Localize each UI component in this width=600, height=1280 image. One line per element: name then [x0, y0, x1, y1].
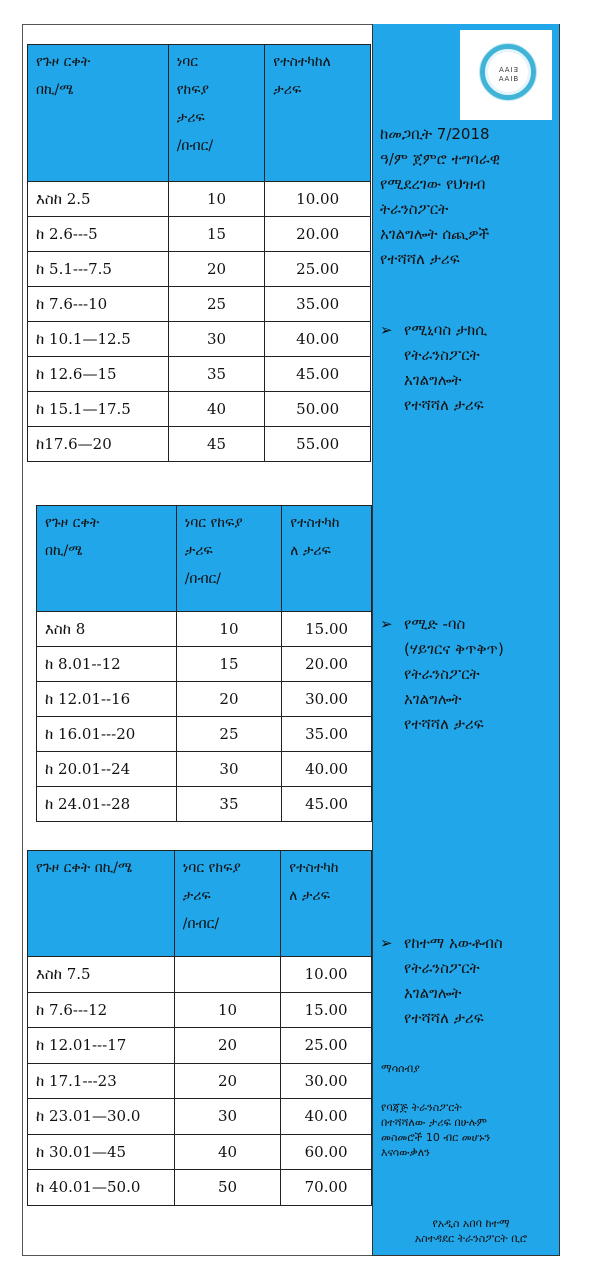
cell-old-fare: 50: [174, 1170, 281, 1206]
note-text: [381, 1100, 559, 1160]
cell-old-fare: 10: [168, 182, 265, 217]
text-line: የተሻሻለ ታሪፍ: [404, 1009, 484, 1027]
text-line: አስተዳደር ትራንስፖርት ቢሮ: [414, 1232, 528, 1245]
logo-text: ꓮꓮꓲꓱ ꓮꓮꓲꓐ: [498, 66, 520, 83]
text-line: የአዲስ አበባ ከተማ: [432, 1217, 510, 1230]
cell-old-fare: 30: [168, 322, 265, 357]
cell-old-fare: 45: [168, 427, 265, 462]
cell-new-fare: 50.00: [265, 392, 371, 427]
citybus-section-label: [380, 931, 556, 1031]
table-row: [28, 1134, 372, 1170]
header-old-fare: ነባር የከፍያ ታሪፍ /በብር/: [168, 45, 265, 182]
cell-new-fare: 45.00: [265, 357, 371, 392]
cell-distance: ከ 7.6---10: [28, 287, 169, 322]
cell-new-fare: 45.00: [282, 787, 372, 822]
cell-new-fare: 70.00: [281, 1170, 372, 1206]
text-line: የባጃጅ ትራንስፖርት: [381, 1101, 462, 1114]
table-row: [37, 682, 372, 717]
header-new-fare: የተስተካከ ለ ታሪፍ: [282, 506, 372, 612]
cell-new-fare: 35.00: [282, 717, 372, 752]
table-row: [37, 752, 372, 787]
text-line: ከመጋቢት 7/2018: [380, 125, 490, 143]
text-line: የሚደረገው የህዝብ: [380, 175, 486, 193]
cell-distance: ከ17.6—20: [28, 427, 169, 462]
cell-distance: ከ 8.01--12: [37, 647, 177, 682]
cell-distance: ከ 20.01--24: [37, 752, 177, 787]
header-new-fare: የተስተካከ ለ ታሪፍ: [281, 851, 372, 957]
cell-old-fare: 20: [174, 1063, 281, 1099]
cell-distance: ከ 30.01—45: [28, 1134, 175, 1170]
cell-distance: ከ 16.01---20: [37, 717, 177, 752]
midibus-section-label: [380, 612, 558, 737]
text-line: የትራንስፖርት: [404, 959, 480, 977]
citybus-fare-table: [27, 850, 372, 1206]
arrow-bullet-icon: ➢: [380, 615, 393, 633]
table-row: [37, 717, 372, 752]
table-row: [28, 957, 372, 993]
cell-new-fare: 20.00: [265, 217, 371, 252]
cell-distance: ከ 24.01--28: [37, 787, 177, 822]
cell-new-fare: 30.00: [282, 682, 372, 717]
header-old-fare: ነባር የከፍያ ታሪፍ /በብር/: [174, 851, 281, 957]
cell-old-fare: 30: [176, 752, 282, 787]
text-line: አገልግሎት ሰጪዎች: [380, 225, 490, 243]
table-row: [28, 1170, 372, 1206]
header-distance: የጉዞ ርቀት በኪ/ሜ: [28, 45, 169, 182]
text-line: የተሻሻለ ታሪፍ: [404, 396, 484, 414]
cell-new-fare: 25.00: [265, 252, 371, 287]
text-line: የሚድ -ባስ: [404, 615, 466, 633]
cell-distance: ከ 23.01—30.0: [28, 1099, 175, 1135]
cell-new-fare: 55.00: [265, 427, 371, 462]
table-row: [28, 1028, 372, 1064]
cell-new-fare: 25.00: [281, 1028, 372, 1064]
midibus-fare-table: [36, 505, 372, 822]
arrow-bullet-icon: ➢: [380, 321, 393, 339]
header-distance: የጉዞ ርቀት በኪ/ሜ: [37, 506, 177, 612]
cell-new-fare: 30.00: [281, 1063, 372, 1099]
intro-text: [380, 122, 556, 272]
cell-old-fare: 10: [176, 612, 282, 647]
cell-distance: ከ 12.01---17: [28, 1028, 175, 1064]
text-line: የትራንስፖርት: [404, 665, 480, 683]
text-line: አገልግሎት: [404, 984, 462, 1002]
table-row: [28, 252, 371, 287]
text-line: ትራንስፖርት: [380, 200, 449, 218]
cell-old-fare: 40: [168, 392, 265, 427]
text-line: አገልግሎት: [404, 371, 462, 389]
cell-old-fare: [174, 957, 281, 993]
cell-old-fare: 15: [168, 217, 265, 252]
cell-new-fare: 20.00: [282, 647, 372, 682]
table-row: [28, 182, 371, 217]
table-row: [37, 647, 372, 682]
table-row: [28, 217, 371, 252]
text-line: ዓ/ም ጀምሮ ተግባራዊ: [380, 150, 501, 168]
minibus-fare-table: [27, 44, 371, 462]
table-row: [28, 357, 371, 392]
cell-distance: እስከ 8: [37, 612, 177, 647]
cell-new-fare: 35.00: [265, 287, 371, 322]
table-row: [37, 787, 372, 822]
text-line: መስመሮች 10 ብር መሆኑን: [381, 1131, 491, 1144]
table-row: [28, 392, 371, 427]
table-row: [37, 612, 372, 647]
text-line: የከተማ አውቶብስ: [404, 934, 503, 952]
text-line: እናሳውቃለን: [381, 1146, 430, 1159]
text-line: የትራንስፖርት: [404, 346, 480, 364]
cell-new-fare: 15.00: [282, 612, 372, 647]
table-row: [28, 287, 371, 322]
cell-old-fare: 20: [168, 252, 265, 287]
cell-old-fare: 20: [174, 1028, 281, 1064]
cell-distance: ከ 12.6—15: [28, 357, 169, 392]
cell-new-fare: 15.00: [281, 992, 372, 1028]
cell-old-fare: 10: [174, 992, 281, 1028]
minibus-section-label: [380, 318, 556, 418]
cell-distance: ከ 5.1---7.5: [28, 252, 169, 287]
cell-old-fare: 25: [168, 287, 265, 322]
text-line: የሚኒባስ ታክሲ: [404, 321, 488, 339]
cell-distance: ከ 15.1—17.5: [28, 392, 169, 427]
cell-new-fare: 60.00: [281, 1134, 372, 1170]
table-row: [28, 1063, 372, 1099]
cell-distance: ከ 17.1---23: [28, 1063, 175, 1099]
text-line: የተሻሻለ ታሪፍ: [404, 715, 484, 733]
text-line: አገልግሎት: [404, 690, 462, 708]
cell-old-fare: 25: [176, 717, 282, 752]
arrow-bullet-icon: ➢: [380, 934, 393, 952]
text-line: (ሃይገርና ቅጥቅጥ): [404, 640, 504, 658]
header-new-fare: የተስተካከለ ታሪፍ: [265, 45, 371, 182]
cell-old-fare: 40: [174, 1134, 281, 1170]
table-row: [28, 1099, 372, 1135]
table-row: [28, 322, 371, 357]
cell-new-fare: 40.00: [282, 752, 372, 787]
cell-distance: እስከ 7.5: [28, 957, 175, 993]
cell-distance: ከ 2.6---5: [28, 217, 169, 252]
cell-distance: ከ 40.01—50.0: [28, 1170, 175, 1206]
cell-new-fare: 10.00: [281, 957, 372, 993]
bureau-logo: [460, 30, 552, 120]
note-title: ማሳሰብያ: [381, 1062, 420, 1075]
cell-distance: እስከ 2.5: [28, 182, 169, 217]
cell-distance: ከ 12.01--16: [37, 682, 177, 717]
cell-new-fare: 40.00: [281, 1099, 372, 1135]
cell-distance: ከ 7.6---12: [28, 992, 175, 1028]
cell-old-fare: 20: [176, 682, 282, 717]
cell-old-fare: 15: [176, 647, 282, 682]
cell-old-fare: 35: [168, 357, 265, 392]
cell-new-fare: 10.00: [265, 182, 371, 217]
cell-distance: ከ 10.1—12.5: [28, 322, 169, 357]
text-line: በተሻሻለው ታሪፍ በሁሉም: [381, 1116, 487, 1129]
cell-new-fare: 40.00: [265, 322, 371, 357]
footer-issuer: [386, 1216, 556, 1246]
cell-old-fare: 30: [174, 1099, 281, 1135]
header-old-fare: ነባር የከፍያ ታሪፍ /በብር/: [176, 506, 282, 612]
table-row: [28, 427, 371, 462]
header-distance: የጉዞ ርቀት በኪ/ሜ: [28, 851, 175, 957]
cell-old-fare: 35: [176, 787, 282, 822]
text-line: የተሻሻለ ታሪፍ: [380, 250, 460, 268]
table-row: [28, 992, 372, 1028]
